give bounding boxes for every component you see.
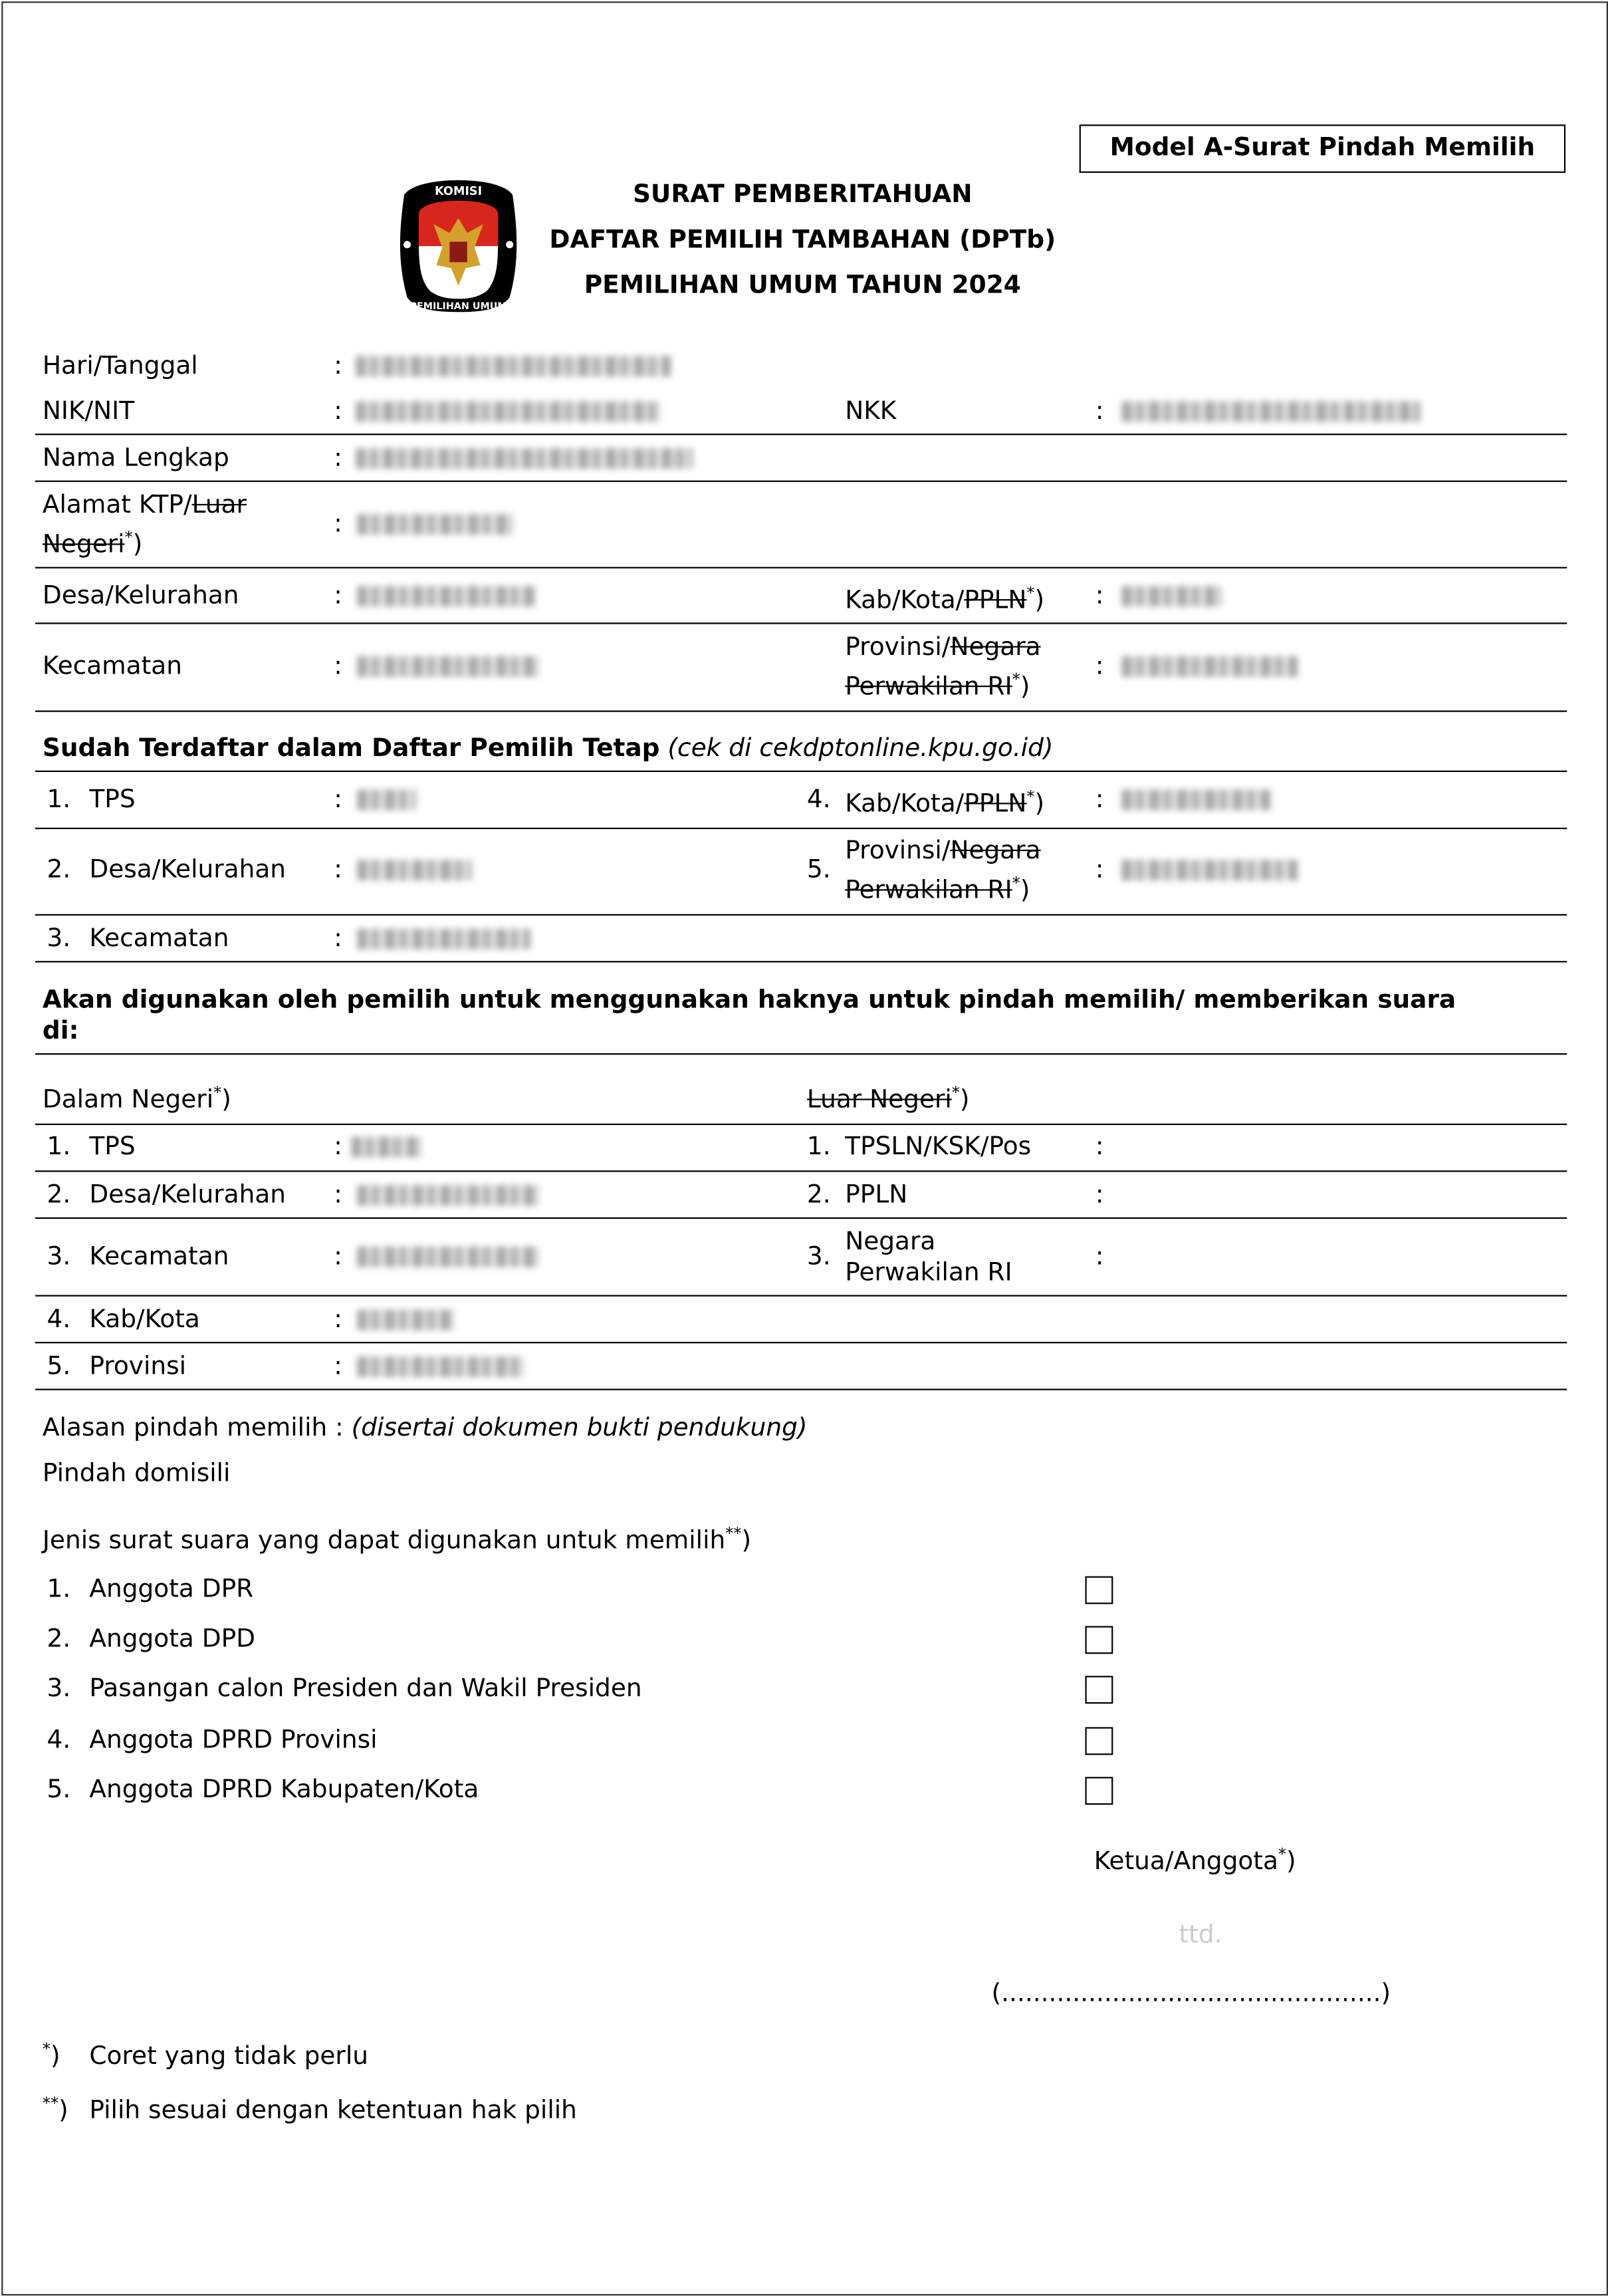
redacted-value [358, 656, 539, 677]
num: 2. [806, 1180, 831, 1210]
colon: : [1095, 1132, 1104, 1162]
ballot-type-label: Pasangan calon Presiden dan Wakil Presiden [89, 1674, 642, 1704]
dest-heading-cont: di: [42, 1016, 79, 1047]
divider [35, 711, 1567, 712]
ballot-type-label: Anggota DPR [89, 1575, 254, 1604]
num: 1. [806, 1132, 831, 1162]
colon: : [1095, 397, 1104, 427]
num: 5. [806, 855, 831, 885]
divider [35, 1342, 1567, 1343]
colon: : [334, 509, 342, 539]
divider [35, 1217, 1567, 1219]
redacted-value [358, 860, 472, 880]
colon: : [334, 652, 342, 682]
divider [35, 1295, 1567, 1297]
redacted-value [1122, 402, 1421, 422]
redacted-value [358, 1310, 454, 1331]
num: 4. [47, 1305, 71, 1335]
ballot-number: 4. [47, 1725, 71, 1755]
redacted-value [358, 1356, 524, 1377]
ballot-type-checkbox[interactable] [1085, 1577, 1113, 1604]
redacted-value [1122, 860, 1298, 880]
title-line-1: SURAT PEMBERITAHUAN [632, 180, 973, 210]
redacted-value [356, 356, 671, 376]
colon: : [334, 785, 342, 815]
divider [35, 567, 1567, 569]
ballot-type-label: Anggota DPD [89, 1624, 256, 1654]
svg-text:PEMILIHAN UMUM: PEMILIHAN UMUM [409, 301, 507, 312]
dpt-heading: Sudah Terdaftar dalam Daftar Pemilih Tetap (cek di cekdptonline.kpu.go.id) [42, 733, 1054, 763]
label-dest-tpsln: TPSLN/KSK/Pos [845, 1132, 1032, 1162]
divider [35, 481, 1567, 482]
colon: : [334, 1132, 342, 1162]
label-dest-tps: TPS [89, 1132, 136, 1162]
colon: : [334, 855, 342, 885]
redacted-value [1122, 586, 1222, 606]
redacted-value [356, 448, 693, 469]
divider [35, 434, 1567, 435]
ballot-number: 3. [47, 1674, 71, 1704]
divider [35, 1053, 1567, 1055]
label-dpt-provinsi: Provinsi/Negara [845, 836, 1041, 866]
colon: : [334, 581, 342, 611]
model-label-box: Model A-Surat Pindah Memilih [1080, 124, 1565, 173]
label-dest-kec: Kecamatan [89, 1242, 229, 1272]
sign-role: Ketua/Anggota*) [1093, 1845, 1296, 1877]
label-kab: Kab/Kota/PPLN*) [845, 583, 1045, 616]
ballot-type-label: Anggota DPRD Kabupaten/Kota [89, 1775, 479, 1805]
num: 4. [806, 785, 831, 815]
redacted-value [358, 929, 530, 950]
redacted-value [358, 1185, 539, 1206]
colon: : [334, 1180, 342, 1210]
alasan-value: Pindah domisili [42, 1459, 231, 1489]
colon: : [1095, 1242, 1104, 1272]
colon: : [334, 1242, 342, 1272]
footnote-2: **) Pilih sesuai dengan ketentuan hak pilih [42, 2093, 577, 2126]
divider [35, 961, 1567, 962]
label-dpt-desa: Desa/Kelurahan [89, 855, 287, 885]
colon: : [334, 1305, 342, 1335]
label-dest-perwakilan: Perwakilan RI [845, 1258, 1012, 1288]
colon: : [334, 351, 342, 381]
redacted-value [352, 1137, 422, 1158]
colon: : [334, 1352, 342, 1382]
label-nkk: NKK [845, 397, 897, 427]
label-provinsi-cont: Perwakilan RI*) [845, 670, 1030, 702]
divider [35, 1389, 1567, 1390]
ballot-number: 1. [47, 1575, 71, 1604]
label-dest-kab: Kab/Kota [89, 1305, 200, 1335]
colon: : [1095, 581, 1104, 611]
redacted-value [1122, 656, 1298, 677]
divider [35, 828, 1567, 829]
page-border [1, 1, 1608, 2295]
divider [35, 1124, 1567, 1125]
colon: : [1095, 785, 1104, 815]
colon: : [1095, 855, 1104, 885]
label-dest-provinsi: Provinsi [89, 1352, 187, 1382]
redacted-value [358, 1247, 539, 1267]
dest-heading: Akan digunakan oleh pemilih untuk menggunakan haknya untuk pindah memilih/ memberikan suara [42, 985, 1456, 1015]
title-line-2: DAFTAR PEMILIH TAMBAHAN (DPTb) [549, 225, 1056, 255]
ballot-type-checkbox[interactable] [1085, 1777, 1113, 1805]
colon: : [1095, 1180, 1104, 1210]
colon: : [1095, 652, 1104, 682]
ballot-type-checkbox[interactable] [1085, 1676, 1113, 1704]
ballot-number: 2. [47, 1624, 71, 1654]
redacted-value [356, 402, 660, 422]
num: 3. [806, 1242, 831, 1272]
num: 3. [47, 1242, 71, 1272]
footnote-1: *) Coret yang tidak perlu [42, 2039, 368, 2072]
ballot-number: 5. [47, 1775, 71, 1805]
divider [35, 771, 1567, 772]
label-dpt-kab: Kab/Kota/PPLN*) [845, 787, 1045, 819]
num: 3. [47, 924, 71, 954]
redacted-value [358, 514, 513, 535]
label-kecamatan: Kecamatan [42, 652, 182, 682]
ballot-type-checkbox[interactable] [1085, 1727, 1113, 1755]
jenis-label: Jenis surat suara yang dapat digunakan untuk memilih**) [42, 1523, 752, 1556]
signature-ttd: ttd. [1179, 1920, 1222, 1950]
num: 1. [47, 785, 71, 815]
num: 2. [47, 855, 71, 885]
redacted-value [358, 789, 416, 810]
label-dpt-kec: Kecamatan [89, 924, 229, 954]
alasan-label: Alasan pindah memilih : (disertai dokumen bukti pendukung) [42, 1413, 808, 1444]
signature-name-line: (................................................) [991, 1979, 1391, 2009]
svg-text:KOMISI: KOMISI [435, 185, 483, 199]
label-dpt-provinsi-cont: Perwakilan RI*) [845, 873, 1030, 906]
label-alamat: Alamat KTP/Luar [42, 491, 247, 521]
label-dalam-negeri: Dalam Negeri*) [42, 1083, 231, 1115]
label-desa: Desa/Kelurahan [42, 581, 239, 611]
num: 2. [47, 1180, 71, 1210]
label-dest-desa: Desa/Kelurahan [89, 1180, 287, 1210]
label-alamat-cont: Negeri*) [42, 527, 143, 560]
num: 5. [47, 1352, 71, 1382]
label-luar-negeri: Luar Negeri*) [806, 1083, 970, 1115]
label-dest-ppln: PPLN [845, 1180, 908, 1210]
label-nik: NIK/NIT [42, 397, 135, 427]
label-nama: Nama Lengkap [42, 444, 229, 473]
label-hari-tanggal: Hari/Tanggal [42, 351, 198, 381]
ballot-type-label: Anggota DPRD Provinsi [89, 1725, 378, 1755]
title-line-3: PEMILIHAN UMUM TAHUN 2024 [584, 271, 1021, 301]
label-dest-negara: Negara [845, 1227, 936, 1257]
colon: : [334, 444, 342, 473]
divider [35, 1170, 1567, 1172]
label-provinsi: Provinsi/Negara [845, 632, 1041, 662]
redacted-value [358, 586, 536, 606]
label-dpt-tps: TPS [89, 785, 136, 815]
colon: : [334, 924, 342, 954]
redacted-value [1122, 789, 1272, 810]
divider [35, 914, 1567, 916]
colon: : [334, 397, 342, 427]
divider [35, 622, 1567, 624]
num: 1. [47, 1132, 71, 1162]
ballot-type-checkbox[interactable] [1085, 1626, 1113, 1654]
